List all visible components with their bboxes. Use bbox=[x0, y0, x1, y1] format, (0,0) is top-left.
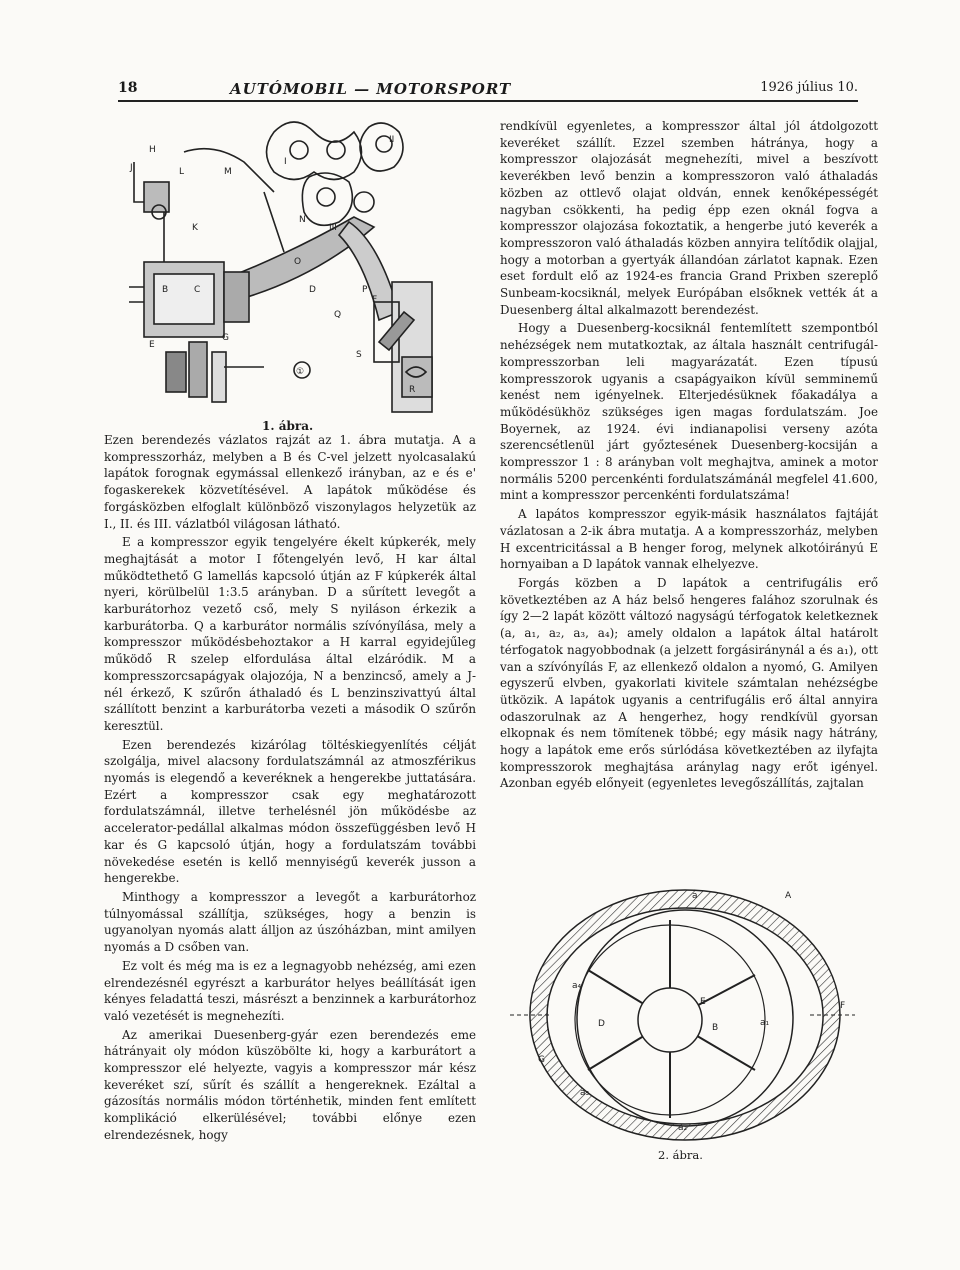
paragraph: Az amerikai Duesenberg-gyár ezen berendezés eme hátrányait oly módon küszöbölte ki, hogy a karburátort a kompresszor elé helyezte, vagyis a kompresszor már kész keveréket szí, sűrít és szállít a hengereknek. Ezáltal a gázosítás normális módon történhetik, minden fent említett komplikáció elkerülésével; további előnye ezen elrendezésnek, hogy bbox=[104, 1027, 476, 1142]
paragraph: Hogy a Duesenberg-kocsiknál fentemlített szempontból nehézségek nem mutatkoztak, az általa használt centrifugál-kompresszorban leli magyarázatát. Ezen típusú kompresszorok ugyanis a csapágyaikon kívül semminemű kenést nem igényelnek. Elterjedésüknek főakadálya a működésükhöz szükséges igen magas fordulatszám. Joe Boyernek, az 1924. évi indianapolisi verseny azóta szerencsétlenül járt győztesének Duesenberg-kocsiján a kompresszor 1 : 8 arányban volt meghajtva, aminek a motor normális 5200 percenkénti fordulatszámánál megfelel 41.600, mint a kompresszor percenkénti fordulatszáma! bbox=[500, 321, 878, 503]
paragraph: A lapátos kompresszor egyik-másik használatos fajtáját vázlatosan a 2-ik ábra mutatja. A a kompresszorház, melyben H excentricitással a B henger forog, melynek alkotóirányú E hornyaiban a D lapátok vannak elhelyezve. bbox=[500, 507, 878, 572]
svg-text:J: J bbox=[130, 163, 133, 173]
paragraph: Forgás közben a D lapátok a centrifugális erő következtében az A ház belső hengeres falához szorulnak és így 2—2 lapát között változó nagyságú térfogatok keletkeznek (a, a₁, a₂, a₃, a₄); amely oldalon a lapátok által határolt térfogatok nagyobbodnak (a jelzett forgásiránynál a és a₁), ott van a szívónyílás F, az ellenkező oldalon a nyomó, G. Amilyen egyszerű elvben, gyakorlati kivitele számtalan nehézségbe ütközik. A lapátok ugyanis a centrifugális erő által annyira odaszorulnak az A hengerhez, hogy rendkívül gyorsan elkopnak és nem tömítenek többé; egy másik nagy hátrány, hogy a lapátok eme erős súrlódása következtében az ilyfajta kompresszorok meghajtása aránylag nagy erőt igényel. Azonban egyéb előnyeit (egyenletes levegőszállítás, zajtalan bbox=[500, 575, 878, 791]
page-header bbox=[118, 80, 858, 102]
figure-1-caption: 1. ábra. bbox=[262, 419, 314, 433]
svg-text:a: a bbox=[692, 891, 698, 901]
paragraph: rendkívül egyenletes, a kompresszor által jól átdolgozott keveréket szállít. Ezzel szemben hátránya, hogy a kompresszor olajozását megnehezíti, mivel a beszívott keverékben levő benzin a kompresszoron való áthaladás közben az ottlevő olajat oldván, ennek kenőképességét nagyban csökkenti, ha pedig épp ezen oknál fogva a kompresszor olajozása fokoztatik, a hengerbe jutó keverék a kompresszoron való áthaladás közben annyira telítődik olajjal, hogy a motorban a gyertyák állandóan zárlatot kapnak. Ezen eset fordult elő az 1924-es francia Grand Prixben szereplő Sunbeam-kocsiknál, melyek Európában elsőknek vették át a Duesenberg által alkalmazott berendezést. bbox=[500, 119, 878, 317]
masthead: AUTÓMOBIL — MOTORSPORT bbox=[230, 80, 512, 98]
svg-text:B: B bbox=[712, 1023, 719, 1033]
svg-text:a₃: a₃ bbox=[580, 1088, 590, 1098]
svg-text:O: O bbox=[294, 257, 302, 267]
svg-text:F: F bbox=[372, 295, 378, 305]
svg-text:N: N bbox=[299, 215, 306, 225]
figure-2-drawing bbox=[510, 880, 860, 1150]
paragraph: Ez volt és még ma is ez a legnagyobb nehézség, ami ezen elrendezésnél egyrészt a karburátor helyes beállítását igen kényes feladattá teszi, másrészt a benzinnek a karburátorhoz való vezetését is megnehezíti. bbox=[104, 958, 476, 1023]
svg-text:K: K bbox=[192, 223, 198, 233]
svg-text:III: III bbox=[329, 223, 337, 233]
svg-text:S: S bbox=[356, 350, 362, 360]
header-rule bbox=[118, 100, 858, 102]
svg-text:B: B bbox=[162, 285, 169, 295]
svg-text:R: R bbox=[409, 385, 416, 395]
paragraph: Ezen berendezés kizárólag töltéskiegyenlítés célját szolgálja, mivel alacsony fordulatszámnál az atmoszférikus nyomás is elegendő a keveréknek a hengerekbe juttatására. Ezért a kompresszor csak egy meghatározott fordulatszámnál, illetve terhelésnél jön működésbe az accelerator-pedállal alkalmas módon összefüggésben levő H kar és G kapcsoló útján, hogy a fordulatszám további növekedése esetén is kellő mennyiségű keverék jusson a hengerekbe. bbox=[104, 737, 476, 886]
svg-text:a₂: a₂ bbox=[678, 1123, 688, 1133]
svg-text:C: C bbox=[194, 285, 201, 295]
left-column bbox=[104, 432, 476, 1146]
svg-text:M: M bbox=[224, 167, 232, 177]
svg-text:L: L bbox=[179, 167, 185, 177]
svg-text:D: D bbox=[309, 285, 316, 295]
svg-text:Q: Q bbox=[334, 310, 342, 320]
figure-1-drawing bbox=[124, 112, 454, 417]
svg-text:H: H bbox=[149, 145, 156, 155]
svg-text:a₁: a₁ bbox=[760, 1018, 770, 1028]
svg-text:G: G bbox=[222, 333, 229, 343]
issue-date: 1926 július 10. bbox=[760, 80, 858, 95]
svg-text:A: A bbox=[785, 891, 792, 901]
svg-text:E: E bbox=[700, 997, 706, 1007]
svg-text:G: G bbox=[538, 1055, 545, 1065]
paragraph: E a kompresszor egyik tengelyére ékelt kúpkerék, mely meghajtását a motor I főtengelyén levő, H kar által működtethető G lamellás kapcsoló útján az F kúpkerék által nyeri, körülbelül 1:3.5 arányban. D a sűrített levegőt a karburátorhoz vezető cső, mely S nyiláson érkezik a karburátorba. Q a karburátor normális szívónyílása, mely a kompresszor működésbehoztakor a H karral egyidejűleg működő R szelep elfordulása által elzáródik. M a kompresszorcsapágyak olajozója, N a benzincső, amely a J-nél érkező, K szűrőn áthaladó és L benzinszivattyú által szállított benzint a karburátorba vezeti a második O szűrőn keresztül. bbox=[104, 535, 476, 733]
svg-text:F: F bbox=[840, 1001, 846, 1011]
figure-2-caption: 2. ábra. bbox=[658, 1148, 703, 1162]
right-column bbox=[500, 118, 878, 794]
svg-text:a₄: a₄ bbox=[572, 981, 582, 991]
svg-text:E: E bbox=[149, 340, 155, 350]
paragraph: Ezen berendezés vázlatos rajzát az 1. ábra mutatja. A a kompresszorház, melyben a B és C-vel jelzett nyolcasalakú lapátok forognak egymással ellenkező irányban, az e és e' fogaskerekek közvetítésével. A lapátok működése és forgásközben elfoglalt különböző viszonylagos helyzetük az I., II. és III. vázlatból világosan látható. bbox=[104, 433, 476, 531]
svg-text:D: D bbox=[598, 1019, 605, 1029]
page-number: 18 bbox=[118, 80, 138, 96]
svg-text:II: II bbox=[389, 135, 395, 145]
svg-text:I: I bbox=[284, 157, 287, 167]
svg-text:P: P bbox=[362, 285, 368, 295]
paragraph: Minthogy a kompresszor a levegőt a karburátorhoz túlnyomással szállítja, szükséges, hogy a benzin is ugyanolyan nyomás alatt álljon az úszóházban, mint amilyen nyomás a D csőben van. bbox=[104, 889, 476, 955]
svg-text:①: ① bbox=[296, 367, 305, 377]
